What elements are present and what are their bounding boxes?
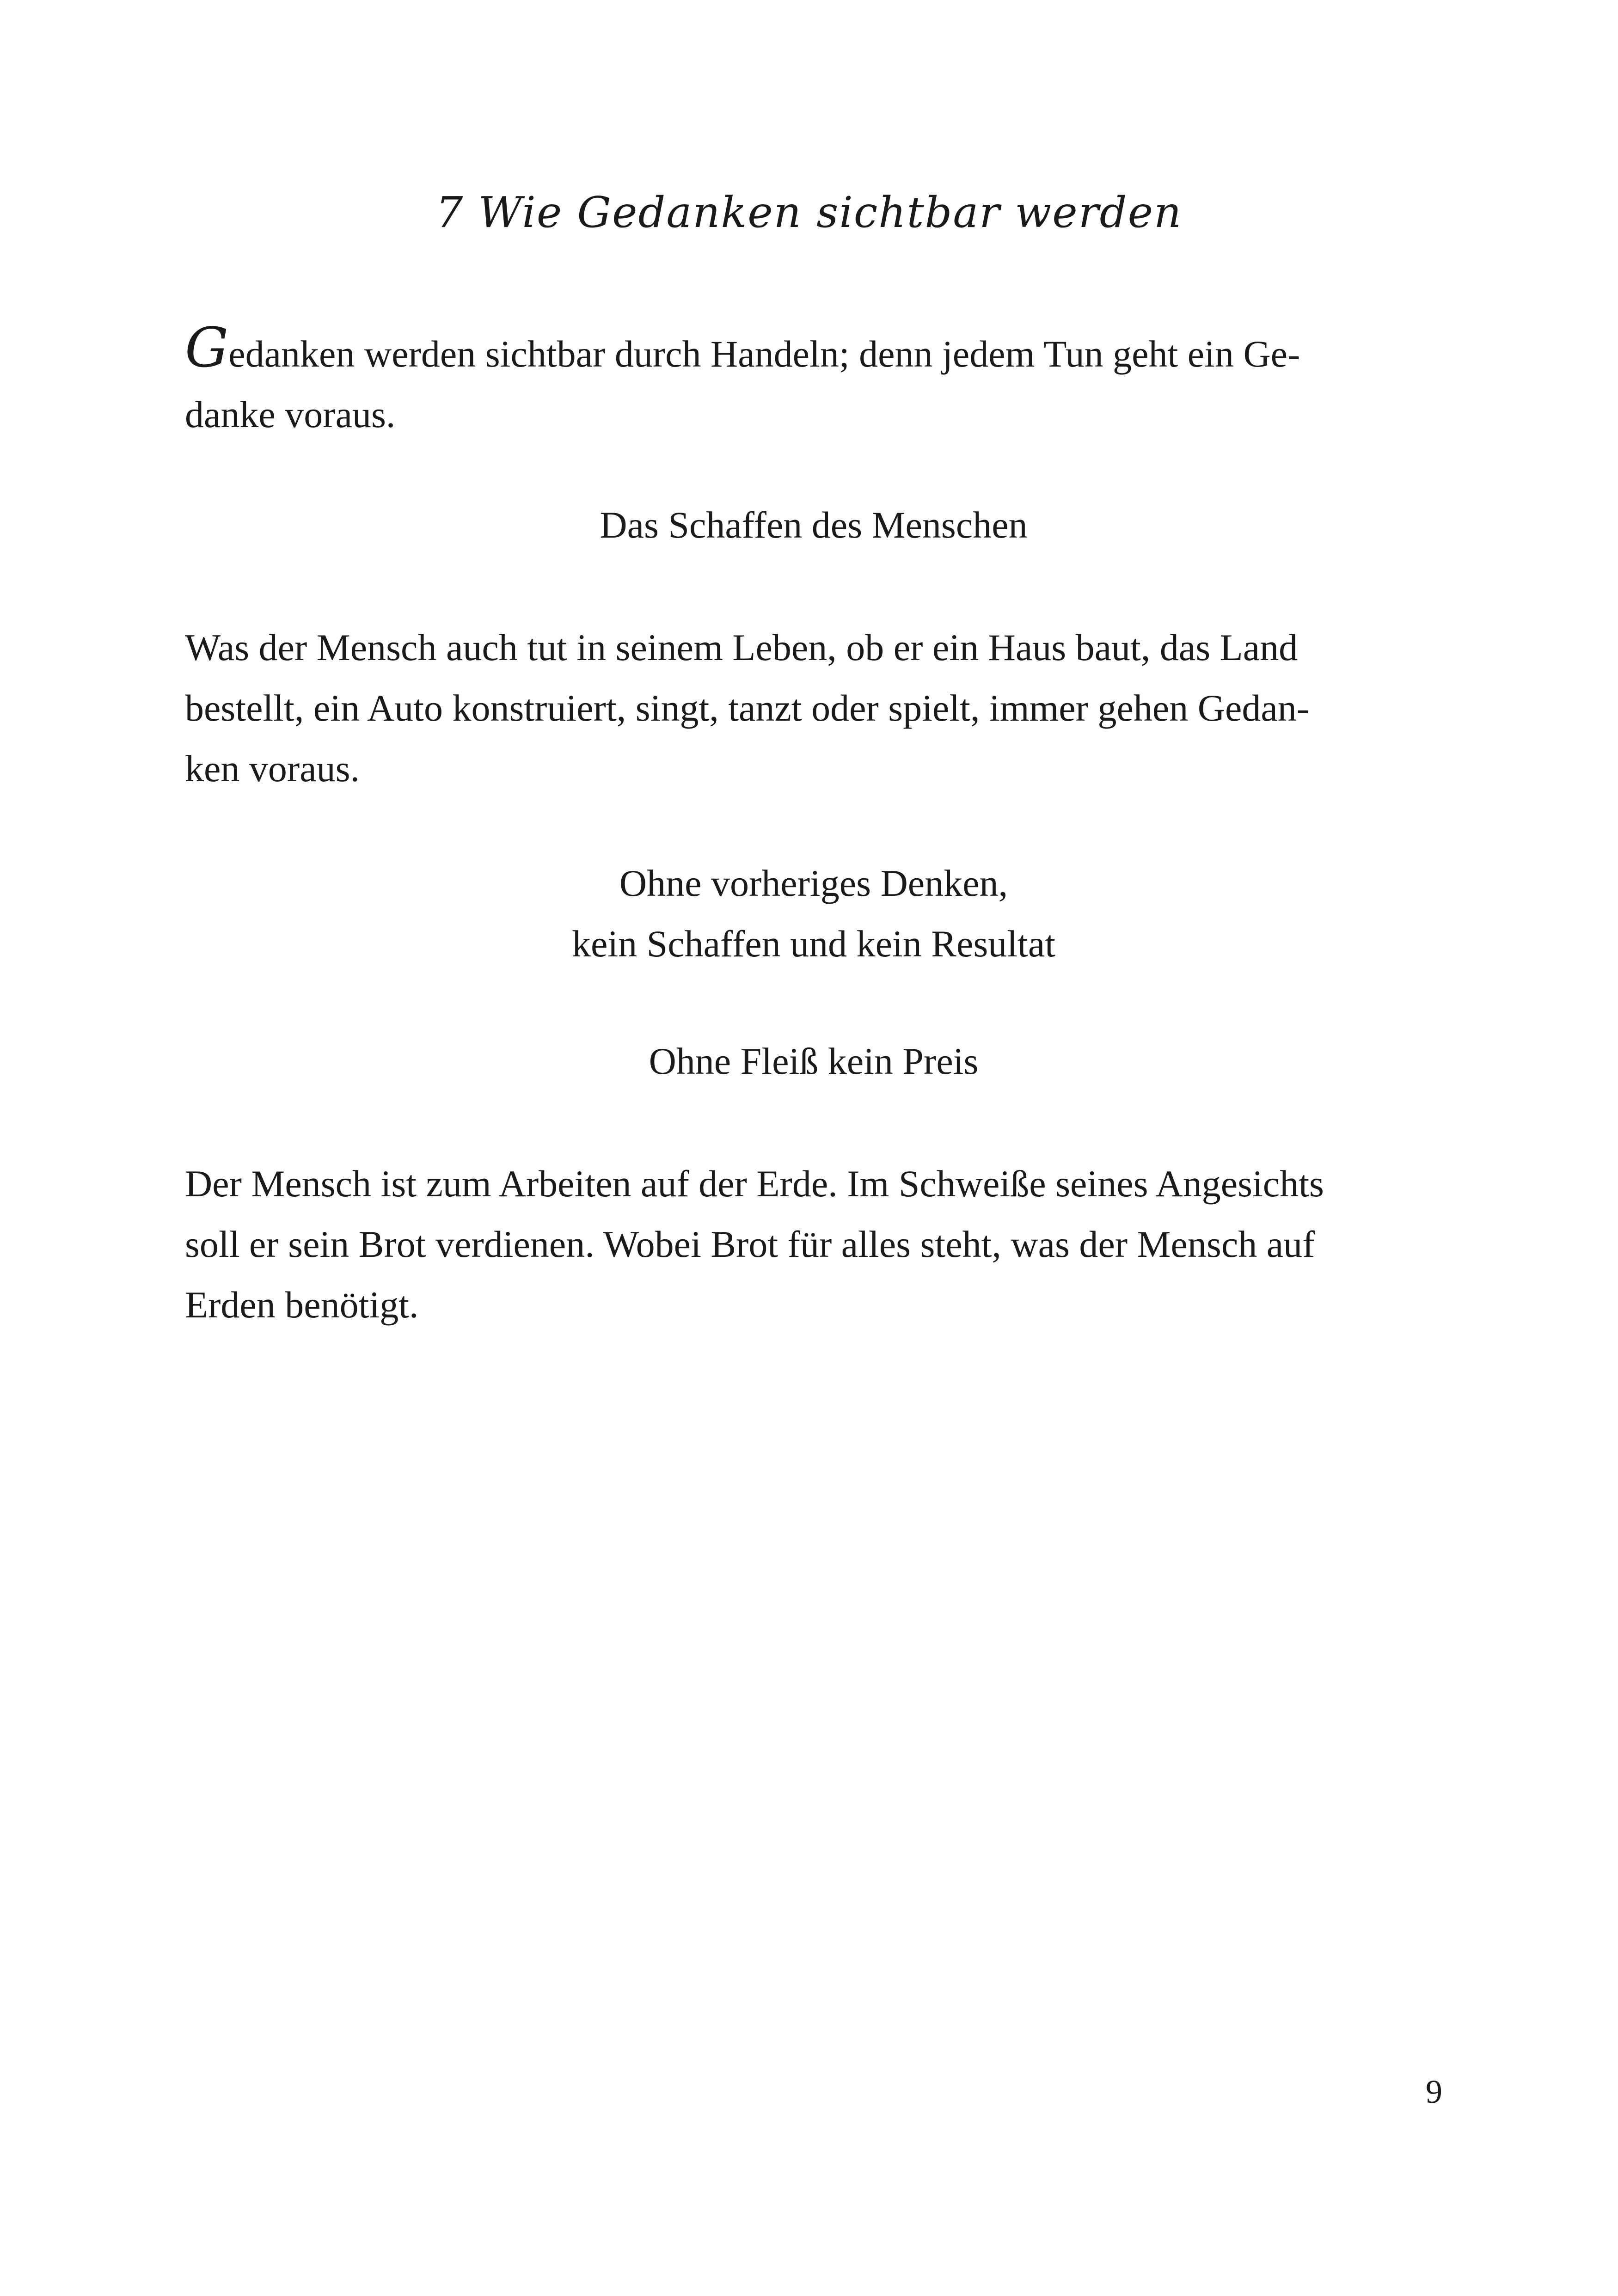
quote-1-line-1: Ohne vorheriges Denken, (619, 862, 1008, 904)
paragraph-2-line-1: Was der Mensch auch tut in seinem Leben, ob er ein Haus baut, das Land (185, 626, 1298, 668)
paragraph-3-line-2: soll er sein Brot verdienen. Wobei Brot für alles steht, was der Mensch auf (185, 1223, 1315, 1265)
paragraph-3 (185, 1153, 1442, 1335)
paragraph-1 (185, 316, 1442, 445)
paragraph-2-line-2: bestellt, ein Auto konstruiert, singt, tanzt oder spielt, immer gehen Gedan- (185, 687, 1310, 729)
decorative-initial: G (185, 316, 229, 380)
paragraph-1-line-2: danke voraus. (185, 393, 396, 435)
paragraph-1-line-1 (185, 316, 1442, 384)
paragraph-3-line-1: Der Mensch ist zum Arbeiten auf der Erde. Im Schweiße seines Angesichts (185, 1163, 1324, 1205)
quote-2: Ohne Fleiß kein Preis (649, 1040, 979, 1082)
quote-1-line-2: kein Schaffen und kein Resultat (571, 923, 1056, 965)
section-heading: Das Schaffen des Menschen (600, 504, 1028, 546)
page-number: 9 (1426, 2073, 1442, 2110)
paragraph-2-line-3: ken voraus. (185, 747, 360, 790)
quote-1 (185, 853, 1442, 974)
chapter-title: 7 Wie Gedanken sichtbar werden (435, 188, 1183, 237)
paragraph-3-line-3: Erden benötigt. (185, 1284, 419, 1326)
paragraph-1-line-1-text: edanken werden sichtbar durch Handeln; denn jedem Tun geht ein Ge- (228, 333, 1300, 375)
paragraph-2 (185, 617, 1442, 799)
